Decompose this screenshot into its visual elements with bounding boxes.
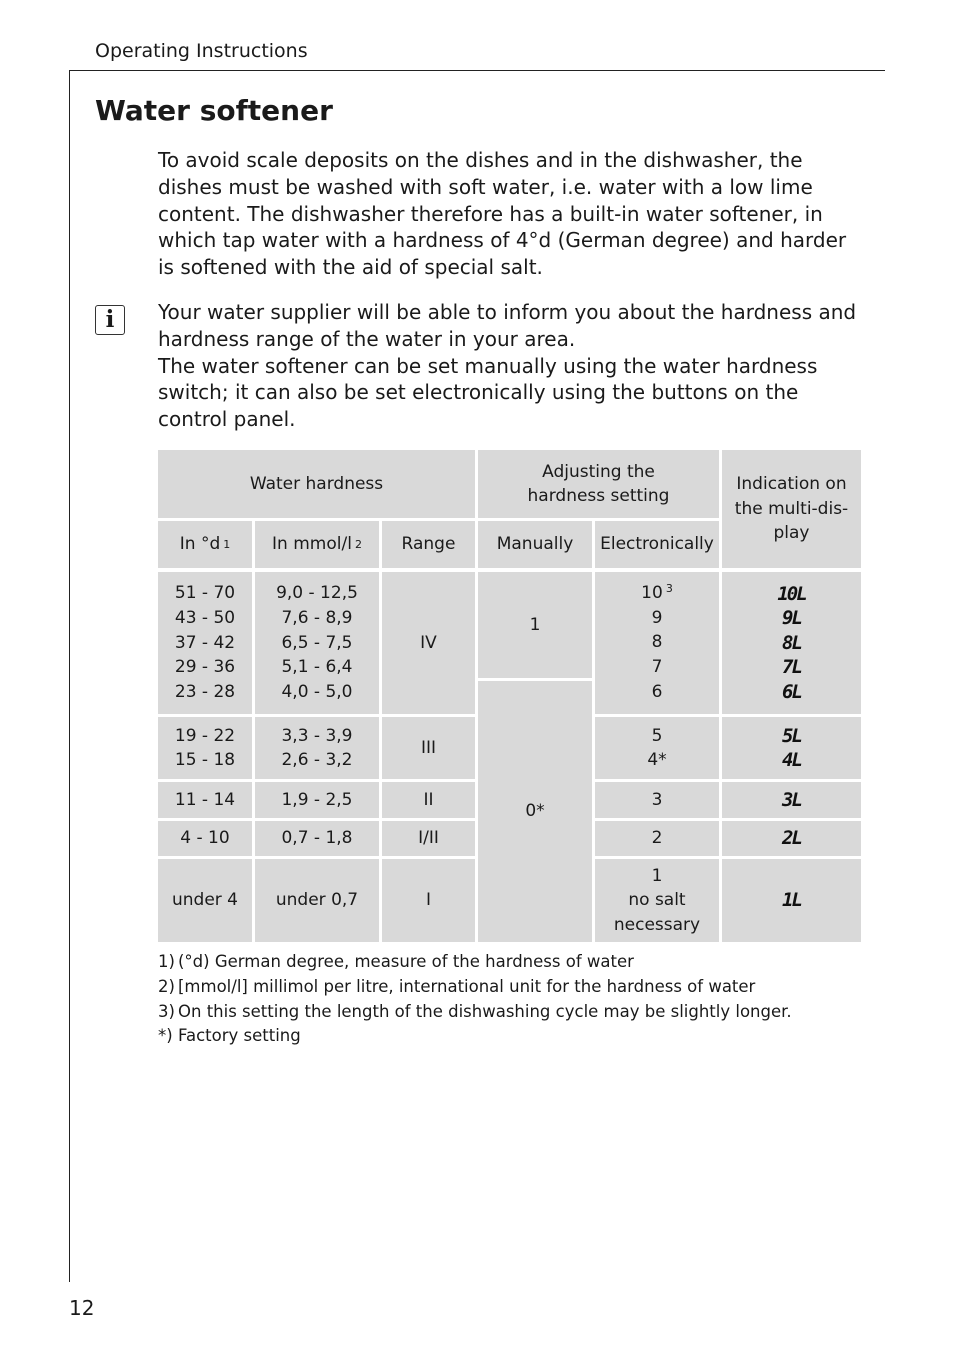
display-readout: 10L: [777, 582, 806, 605]
row-iv-electronic: 10 $^3$ 9 8 7 6: [595, 572, 719, 714]
display-readout: 6L: [782, 680, 801, 703]
row-iii-range: III: [382, 717, 475, 779]
footnotes: [158, 950, 792, 1049]
page-title: Water softener: [95, 94, 333, 127]
display-readout: 1L: [782, 889, 801, 912]
row-i-ii-electronic: 2: [595, 821, 719, 856]
footnote: *) Factory setting: [158, 1026, 301, 1046]
header-electronically: Electronically: [595, 521, 719, 568]
row-i-ii-degrees: 4 - 10: [158, 821, 252, 856]
display-readout: 7L: [782, 656, 801, 679]
footnote: 2) [mmol/l] millimol per litre, international unit for the hardness of water: [158, 976, 756, 996]
margin-rule: [69, 70, 70, 1282]
info-paragraph: Your water supplier will be able to inform you about the hardness and hardness range of the water in your area. The water softener can be set manually using the water hardness switch; it can also be set electronically using the buttons on the control panel.: [158, 300, 857, 432]
row-i-electronic: 1 no salt necessary: [595, 859, 719, 942]
manual-setting-1: 1: [478, 572, 592, 678]
info-icon: i: [95, 305, 125, 335]
row-ii-mmol: 1,9 - 2,5: [255, 782, 379, 818]
row-iii-degrees: 19 - 22 15 - 18: [158, 717, 252, 779]
header-manually: Manually: [478, 521, 592, 568]
display-readout: 4L: [782, 749, 801, 771]
row-i-mmol: under 0,7: [255, 859, 379, 942]
header-indication: Indication on the multi-dis- play: [722, 450, 861, 568]
display-readout: 2L: [782, 827, 801, 850]
row-ii-range: II: [382, 782, 475, 818]
footnote: 3) On this setting the length of the dishwashing cycle may be slightly longer.: [158, 1001, 792, 1021]
header-water-hardness: Water hardness: [158, 450, 475, 518]
header-in-mmol: In mmol/l 2: [255, 521, 379, 568]
display-readout: 5L: [782, 724, 801, 747]
row-iii-display: [722, 717, 861, 779]
header-in-d: In °d 1: [158, 521, 252, 568]
page-number: 12: [69, 1296, 95, 1320]
header-adjusting: Adjusting the hardness setting: [478, 450, 719, 518]
row-i-ii-range: I/II: [382, 821, 475, 856]
header-range: Range: [382, 521, 475, 568]
row-i-display: [722, 859, 861, 942]
manual-setting-0: 0*: [478, 681, 592, 942]
row-i-range: I: [382, 859, 475, 942]
row-i-ii-display: [722, 821, 861, 856]
display-readout: 3L: [782, 788, 801, 811]
row-iii-electronic: 5 4*: [595, 717, 719, 779]
display-readout: 8L: [782, 631, 801, 654]
footnote: 1) (°d) German degree, measure of the hardness of water: [158, 952, 634, 971]
row-ii-display: [722, 782, 861, 818]
row-ii-electronic: 3: [595, 782, 719, 818]
header-rule: [69, 70, 885, 71]
row-iii-mmol: 3,3 - 3,9 2,6 - 3,2: [255, 717, 379, 779]
row-iv-display: [722, 572, 861, 714]
row-i-ii-mmol: 0,7 - 1,8: [255, 821, 379, 856]
row-i-degrees: under 4: [158, 859, 252, 942]
row-iv-range: IV: [382, 572, 475, 714]
row-ii-degrees: 11 - 14: [158, 782, 252, 818]
display-readout: 9L: [782, 607, 801, 630]
running-head: Operating Instructions: [95, 40, 308, 62]
row-iv-degrees: 51 - 70 43 - 50 37 - 42 29 - 36 23 - 28: [158, 572, 252, 714]
row-iv-mmol: 9,0 - 12,5 7,6 - 8,9 6,5 - 7,5 5,1 - 6,4 4,0 - 5,0: [255, 572, 379, 714]
intro-paragraph: To avoid scale deposits on the dishes and in the dishwasher, the dishes must be washed with soft water, i.e. water with a low lime content. The dishwasher therefore has a built-in water softener, in which tap water with a hardness of 4°d (German degree) and harder is softened with the aid of special salt.: [158, 148, 847, 280]
